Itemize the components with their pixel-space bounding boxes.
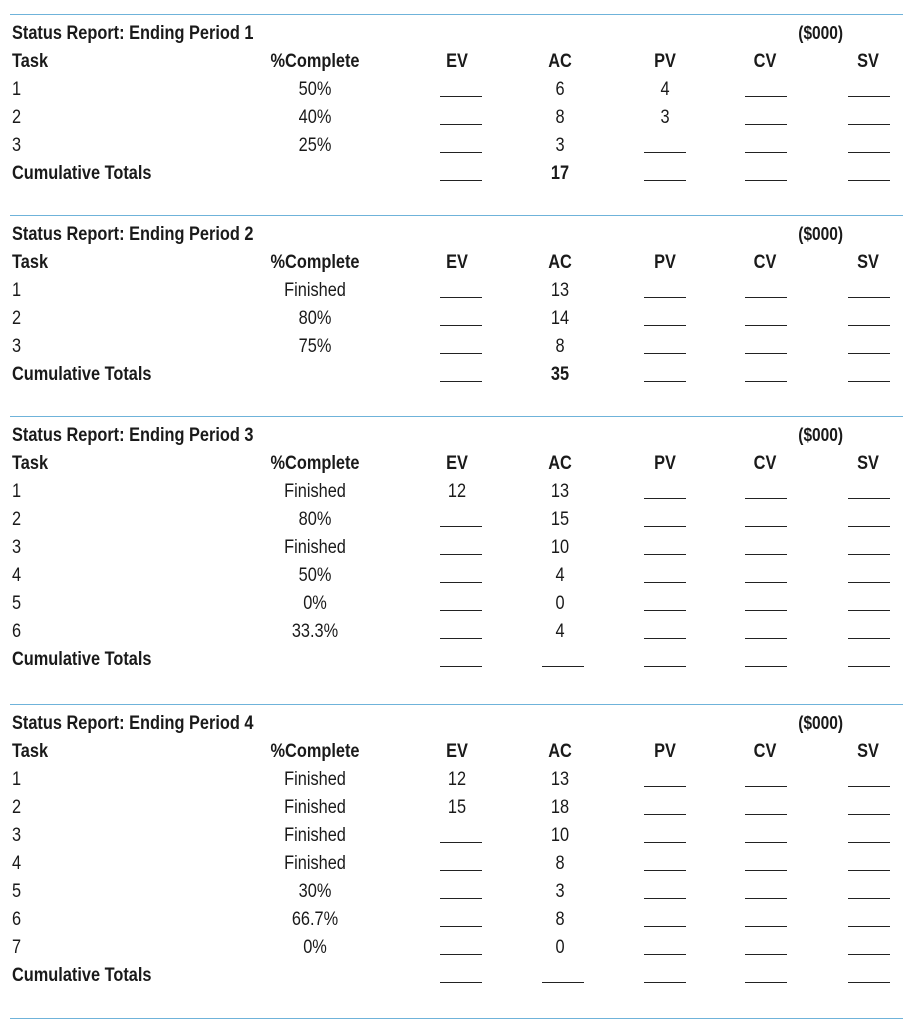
sv-value-blank-line: [848, 870, 890, 871]
table-row: [10, 795, 903, 823]
cv-value-blank-line: [745, 954, 787, 955]
ev-value-blank-line: [440, 926, 482, 927]
header-sv: SV: [857, 453, 879, 474]
cv-value-blank-line: [745, 526, 787, 527]
sv-value-blank-line: [848, 124, 890, 125]
percent-complete: 0%: [303, 593, 327, 614]
table-row: [10, 105, 903, 133]
pv-value-blank-line: [644, 297, 686, 298]
table-row: [10, 479, 903, 507]
sv-value-blank-line: [848, 638, 890, 639]
units-label: ($000): [798, 425, 843, 445]
cv-value-blank-line: [745, 325, 787, 326]
table-row: [10, 133, 903, 161]
task-number: 7: [12, 937, 22, 958]
cv-value-blank-line: [745, 297, 787, 298]
total-cv-blank-line: [745, 666, 787, 667]
header-sv: SV: [857, 51, 879, 72]
report-title: Status Report: Ending Period 1: [12, 23, 254, 44]
total-sv-blank-line: [848, 381, 890, 382]
sv-value-blank-line: [848, 582, 890, 583]
pv-value-blank-line: [644, 554, 686, 555]
percent-complete: Finished: [284, 769, 346, 790]
cv-value-blank-line: [745, 152, 787, 153]
ac-value: 15: [550, 509, 570, 530]
sv-value-blank-line: [848, 610, 890, 611]
sv-value-blank-line: [848, 353, 890, 354]
ev-value-blank-line: [440, 96, 482, 97]
ac-value: 10: [550, 825, 570, 846]
ev-value-blank-line: [440, 124, 482, 125]
ac-value: 13: [550, 769, 570, 790]
cv-value-blank-line: [745, 870, 787, 871]
total-ev-blank-line: [440, 666, 482, 667]
total-sv-blank-line: [848, 666, 890, 667]
header-ev: EV: [446, 252, 468, 273]
percent-complete: 30%: [298, 881, 332, 902]
task-number: 6: [12, 909, 22, 930]
cumulative-totals-row: [10, 362, 903, 390]
table-row: [10, 935, 903, 963]
ev-value-blank-line: [440, 898, 482, 899]
task-number: 4: [12, 565, 22, 586]
column-header-row: [10, 739, 903, 767]
header-task: Task: [12, 252, 49, 273]
sv-value-blank-line: [848, 926, 890, 927]
status-report-period-3: [10, 417, 903, 675]
header-pv: PV: [654, 252, 676, 273]
percent-complete: Finished: [284, 797, 346, 818]
task-number: 2: [12, 107, 22, 128]
cumulative-totals-row: [10, 647, 903, 675]
pv-value-blank-line: [644, 498, 686, 499]
total-pv-blank-line: [644, 180, 686, 181]
ac-value: 4: [555, 565, 565, 586]
header-pv: PV: [654, 51, 676, 72]
percent-complete: 0%: [303, 937, 327, 958]
header-sv: SV: [857, 252, 879, 273]
task-number: 4: [12, 853, 22, 874]
pv-value-blank-line: [644, 582, 686, 583]
ac-value: 0: [555, 593, 565, 614]
task-number: 2: [12, 308, 22, 329]
pv-value-blank-line: [644, 526, 686, 527]
pv-value-blank-line: [644, 610, 686, 611]
cv-value-blank-line: [745, 814, 787, 815]
units-label: ($000): [798, 23, 843, 43]
total-pv-blank-line: [644, 666, 686, 667]
header-ev: EV: [446, 453, 468, 474]
sv-value-blank-line: [848, 786, 890, 787]
total-sv-blank-line: [848, 180, 890, 181]
header-sv: SV: [857, 741, 879, 762]
pv-value-blank-line: [644, 152, 686, 153]
header-ac: AC: [548, 51, 572, 72]
total-cv-blank-line: [745, 381, 787, 382]
header-ev: EV: [446, 51, 468, 72]
total-pv-blank-line: [644, 381, 686, 382]
cv-value-blank-line: [745, 786, 787, 787]
ac-value: 6: [555, 79, 565, 100]
total-sv-blank-line: [848, 982, 890, 983]
header-cv: CV: [753, 252, 777, 273]
pv-value-blank-line: [644, 325, 686, 326]
header-cv: CV: [753, 453, 777, 474]
ev-value-blank-line: [440, 325, 482, 326]
table-row: [10, 907, 903, 935]
header-cv: CV: [753, 51, 777, 72]
ev-value: 15: [447, 797, 467, 818]
pv-value-blank-line: [644, 842, 686, 843]
percent-complete: Finished: [284, 280, 346, 301]
ev-value-blank-line: [440, 954, 482, 955]
total-pv-blank-line: [644, 982, 686, 983]
task-number: 1: [12, 280, 22, 301]
ac-value: 14: [550, 308, 570, 329]
header-pv: PV: [654, 741, 676, 762]
pv-value: 4: [660, 79, 670, 100]
ac-value: 13: [550, 481, 570, 502]
cv-value-blank-line: [745, 638, 787, 639]
percent-complete: 80%: [298, 308, 332, 329]
percent-complete: Finished: [284, 481, 346, 502]
column-header-row: [10, 250, 903, 278]
table-row: [10, 851, 903, 879]
total-cv-blank-line: [745, 982, 787, 983]
report-title-row: [10, 705, 903, 739]
cv-value-blank-line: [745, 582, 787, 583]
report-title-row: [10, 216, 903, 250]
ev-value-blank-line: [440, 554, 482, 555]
percent-complete: 33.3%: [291, 621, 339, 642]
pv-value-blank-line: [644, 353, 686, 354]
ac-value: 8: [555, 909, 565, 930]
cv-value-blank-line: [745, 898, 787, 899]
table-row: [10, 767, 903, 795]
table-row: [10, 334, 903, 362]
header-task: Task: [12, 453, 49, 474]
ac-value: 13: [550, 280, 570, 301]
sv-value-blank-line: [848, 954, 890, 955]
cv-value-blank-line: [745, 554, 787, 555]
cumulative-totals-label: Cumulative Totals: [12, 965, 152, 986]
header-percent-complete: %Complete: [270, 51, 360, 72]
task-number: 2: [12, 797, 22, 818]
cumulative-totals-label: Cumulative Totals: [12, 163, 152, 184]
pv-value-blank-line: [644, 786, 686, 787]
header-ev: EV: [446, 741, 468, 762]
table-row: [10, 306, 903, 334]
sv-value-blank-line: [848, 498, 890, 499]
ac-value: 8: [555, 107, 565, 128]
ev-value-blank-line: [440, 526, 482, 527]
total-ac: 35: [550, 364, 570, 385]
sv-value-blank-line: [848, 842, 890, 843]
header-ac: AC: [548, 252, 572, 273]
percent-complete: Finished: [284, 853, 346, 874]
pv-value-blank-line: [644, 954, 686, 955]
pv-value-blank-line: [644, 898, 686, 899]
ac-value: 0: [555, 937, 565, 958]
pv-value-blank-line: [644, 926, 686, 927]
sv-value-blank-line: [848, 297, 890, 298]
task-number: 5: [12, 593, 22, 614]
ev-value-blank-line: [440, 152, 482, 153]
header-percent-complete: %Complete: [270, 252, 360, 273]
ac-value: 3: [555, 881, 565, 902]
sv-value-blank-line: [848, 325, 890, 326]
percent-complete: 50%: [298, 565, 332, 586]
table-row: [10, 535, 903, 563]
table-row: [10, 823, 903, 851]
percent-complete: 40%: [298, 107, 332, 128]
table-row: [10, 278, 903, 306]
ev-value: 12: [447, 481, 467, 502]
task-number: 5: [12, 881, 22, 902]
status-report-period-4: [10, 705, 903, 991]
ev-value-blank-line: [440, 297, 482, 298]
task-number: 1: [12, 79, 22, 100]
task-number: 2: [12, 509, 22, 530]
percent-complete: 66.7%: [291, 909, 339, 930]
task-number: 3: [12, 135, 22, 156]
table-row: [10, 879, 903, 907]
column-header-row: [10, 49, 903, 77]
pv-value-blank-line: [644, 638, 686, 639]
report-title-row: [10, 417, 903, 451]
cv-value-blank-line: [745, 96, 787, 97]
section-divider: [10, 1018, 903, 1019]
total-ev-blank-line: [440, 381, 482, 382]
task-number: 1: [12, 769, 22, 790]
ev-value-blank-line: [440, 842, 482, 843]
header-task: Task: [12, 741, 49, 762]
sv-value-blank-line: [848, 814, 890, 815]
ev-value-blank-line: [440, 582, 482, 583]
cumulative-totals-label: Cumulative Totals: [12, 364, 152, 385]
sv-value-blank-line: [848, 526, 890, 527]
percent-complete: Finished: [284, 825, 346, 846]
task-number: 1: [12, 481, 22, 502]
ac-value: 8: [555, 853, 565, 874]
ac-value: 4: [555, 621, 565, 642]
header-cv: CV: [753, 741, 777, 762]
percent-complete: 80%: [298, 509, 332, 530]
header-percent-complete: %Complete: [270, 453, 360, 474]
table-row: [10, 563, 903, 591]
sv-value-blank-line: [848, 898, 890, 899]
ev-value-blank-line: [440, 353, 482, 354]
task-number: 6: [12, 621, 22, 642]
cv-value-blank-line: [745, 124, 787, 125]
table-row: [10, 77, 903, 105]
report-title: Status Report: Ending Period 3: [12, 425, 254, 446]
report-title: Status Report: Ending Period 4: [12, 713, 254, 734]
column-header-row: [10, 451, 903, 479]
units-label: ($000): [798, 224, 843, 244]
ev-value-blank-line: [440, 638, 482, 639]
header-pv: PV: [654, 453, 676, 474]
cv-value-blank-line: [745, 926, 787, 927]
task-number: 3: [12, 336, 22, 357]
percent-complete: 25%: [298, 135, 332, 156]
header-ac: AC: [548, 741, 572, 762]
sv-value-blank-line: [848, 152, 890, 153]
cumulative-totals-row: [10, 963, 903, 991]
table-row: [10, 507, 903, 535]
pv-value: 3: [660, 107, 670, 128]
pv-value-blank-line: [644, 870, 686, 871]
status-report-period-2: [10, 216, 903, 390]
ev-value-blank-line: [440, 610, 482, 611]
ac-value: 8: [555, 336, 565, 357]
header-task: Task: [12, 51, 49, 72]
total-ev-blank-line: [440, 180, 482, 181]
table-row: [10, 619, 903, 647]
header-percent-complete: %Complete: [270, 741, 360, 762]
cv-value-blank-line: [745, 498, 787, 499]
percent-complete: 50%: [298, 79, 332, 100]
status-report-period-1: [10, 15, 903, 189]
total-ev-blank-line: [440, 982, 482, 983]
header-ac: AC: [548, 453, 572, 474]
units-label: ($000): [798, 713, 843, 733]
ac-value: 18: [550, 797, 570, 818]
cv-value-blank-line: [745, 610, 787, 611]
cv-value-blank-line: [745, 842, 787, 843]
total-ac: 17: [550, 163, 570, 184]
sv-value-blank-line: [848, 96, 890, 97]
task-number: 3: [12, 825, 22, 846]
report-title-row: [10, 15, 903, 49]
cumulative-totals-row: [10, 161, 903, 189]
ev-value-blank-line: [440, 870, 482, 871]
pv-value-blank-line: [644, 814, 686, 815]
total-ac-blank-line: [542, 666, 584, 667]
table-row: [10, 591, 903, 619]
ac-value: 10: [550, 537, 570, 558]
percent-complete: 75%: [298, 336, 332, 357]
cumulative-totals-label: Cumulative Totals: [12, 649, 152, 670]
sv-value-blank-line: [848, 554, 890, 555]
task-number: 3: [12, 537, 22, 558]
total-cv-blank-line: [745, 180, 787, 181]
total-ac-blank-line: [542, 982, 584, 983]
report-title: Status Report: Ending Period 2: [12, 224, 254, 245]
percent-complete: Finished: [284, 537, 346, 558]
ac-value: 3: [555, 135, 565, 156]
cv-value-blank-line: [745, 353, 787, 354]
ev-value: 12: [447, 769, 467, 790]
